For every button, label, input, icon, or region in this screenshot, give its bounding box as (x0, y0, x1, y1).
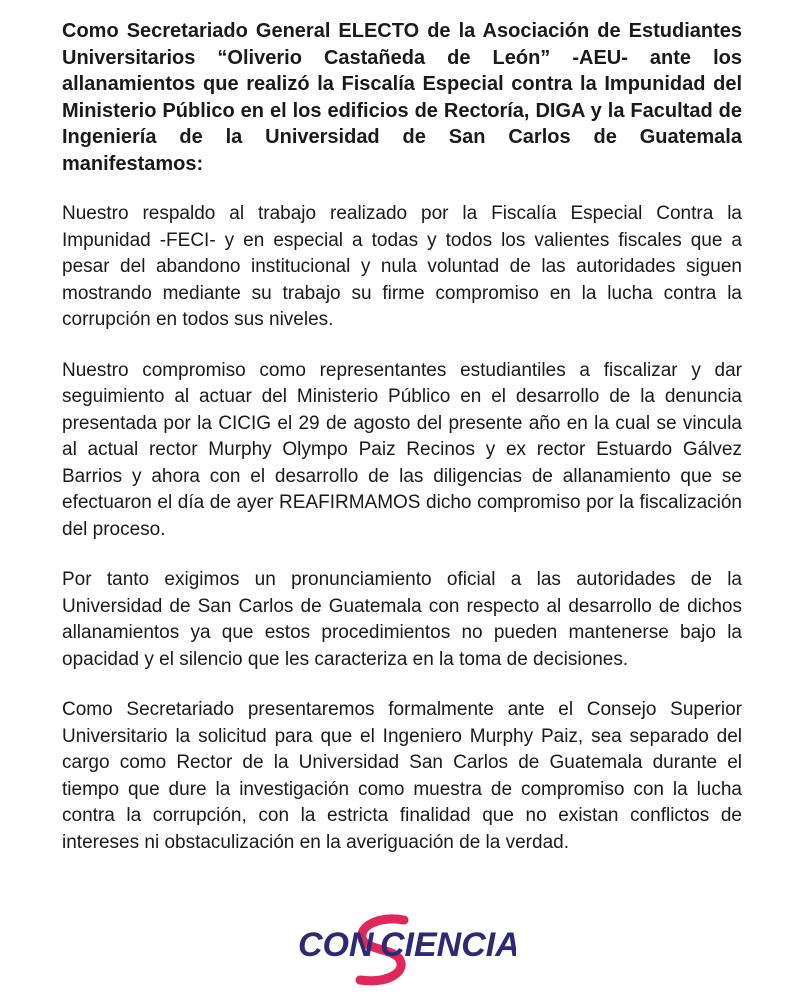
paragraph-support: Nuestro respaldo al trabajo realizado por la Fiscalía Especial Contra la Impunidad -FECI- y en especial a todas y todos los valientes fiscales que a pesar del abandono institucional y nula voluntad de las autoridades siguen mostrando mediante su trabajo su firme compromiso en la lucha contra la corrupción en todos sus niveles. (62, 203, 742, 330)
logo-graphic (296, 910, 516, 988)
paragraph-request: Como Secretariado presentaremos formalmente ante el Consejo Superior Universitario la solicitud para que el Ingeniero Murphy Paiz, sea separado del cargo como Rector de la Universidad San Carlos de Guatemala durante el tiempo que dure la investigación como muestra de compromiso con la lucha contra la corrupción, con la estricta finalidad que no existan conflictos de intereses ni obstaculización en la averiguación de la verdad. (62, 699, 742, 853)
logo-text-con: CON (298, 926, 374, 964)
logo-text-ciencia: CIENCIA (380, 926, 516, 964)
document-heading: Como Secretariado General ELECTO de la Asociación de Estudiantes Universitarios “Oliverio Castañeda de León” -AEU- ante los allanamientos que realizó la Fiscalía Especial contra la Impunidad del Ministerio Público en el los edificios de Rectoría, DIGA y la Facultad de Ingeniería de la Universidad de San Carlos de Guatemala manifestamos: (62, 20, 742, 175)
consciencia-logo (296, 910, 516, 988)
document-body (62, 18, 742, 880)
paragraph-commitment: Nuestro compromiso como representantes estudiantiles a fiscalizar y dar seguimiento al actuar del Ministerio Público en el desarrollo de la denuncia presentada por la CICIG el 29 de agosto del presente año en la cual se vincula al actual rector Murphy Olympo Paiz Recinos y ex rector Estuardo Gálvez Barrios y ahora con el desarrollo de las diligencias de allanamiento que se efectuaron el día de ayer REAFIRMAMOS dicho compromiso por la fiscalización del proceso. (62, 359, 742, 540)
paragraph-demand: Por tanto exigimos un pronunciamiento oficial a las autoridades de la Universidad de San Carlos de Guatemala con respecto al desarrollo de dichos allanamientos ya que estos procedimientos no pueden mantenerse bajo la opacidad y el silencio que les caracteriza en la toma de decisiones. (62, 569, 742, 670)
